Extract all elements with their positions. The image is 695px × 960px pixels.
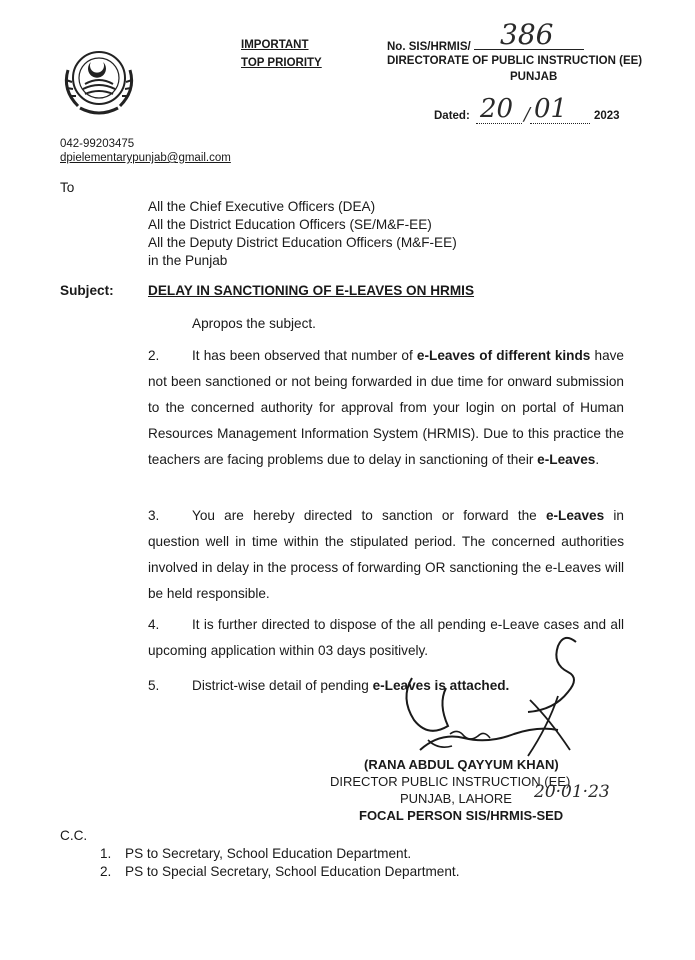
- handwritten-signature: [380, 630, 600, 760]
- cc-item: PS to Secretary, School Education Department.: [125, 846, 412, 861]
- letter-number-prefix: No. SIS/HRMIS/: [387, 41, 471, 53]
- para5-text: District-wise detail of pending: [192, 678, 373, 693]
- para2-bold: e-Leaves of different kinds: [416, 348, 591, 363]
- addressee-line: All the Chief Executive Officers (DEA): [148, 199, 376, 214]
- phone-number: 042-99203475: [60, 138, 135, 150]
- para2-text-mid: have not been sanctioned or not being forwarded in due time for onward submission to the concerned authority for approval from your login on portal of Human Resources Management Information System (HRMIS). Due to this practice the teachers are facing problems due to delay in sanctioning of their: [148, 348, 624, 467]
- handwritten-sign-date: 20·01·23: [534, 782, 610, 802]
- para5-bold: e-Leaves is attached.: [372, 678, 510, 693]
- signatory-title: DIRECTOR PUBLIC INSTRUCTION (EE): [330, 774, 571, 789]
- addressee-line: in the Punjab: [148, 253, 228, 268]
- email-address: dpielementarypunjab@gmail.com: [60, 152, 231, 164]
- paragraph-number: 5.: [148, 678, 160, 693]
- subject-text: DELAY IN SANCTIONING OF E-LEAVES ON HRMIS: [148, 283, 475, 298]
- date-month: 01: [534, 94, 568, 124]
- para3-bold: e-Leaves: [545, 508, 605, 523]
- subject-label: Subject:: [60, 283, 114, 298]
- date-month-line: [530, 123, 590, 124]
- para2-text-end: .: [595, 452, 600, 467]
- date-day: 20: [480, 94, 514, 124]
- province-label: PUNJAB: [510, 71, 558, 83]
- letter-number-handwritten: 386: [500, 18, 554, 51]
- para2-bold2: e-Leaves: [537, 452, 596, 467]
- para4-text: It is further directed to dispose of the all pending e-Leave cases and all upcoming application within 03 days positively.: [148, 617, 624, 658]
- priority-important: IMPORTANT: [241, 39, 309, 51]
- opening-line: Apropos the subject.: [192, 316, 316, 331]
- para3-text-end: in question well in time within the stipulated period. The concerned authorities involved in delay in the process of forwarding OR sanctioning the e-Leaves will be held responsible.: [148, 508, 624, 601]
- cc-label: C.C.: [60, 828, 88, 843]
- signatory-location: PUNJAB, LAHORE: [400, 791, 512, 806]
- date-day-line: [476, 123, 522, 124]
- cc-item-number: 1.: [100, 846, 112, 861]
- focal-person: FOCAL PERSON SIS/HRMIS-SED: [359, 808, 564, 823]
- paragraph-number: 2.: [148, 348, 160, 363]
- addressee-line: All the Deputy District Education Officers (M&F-EE): [148, 235, 457, 250]
- para2-text: It has been observed that number of: [192, 348, 417, 363]
- para3-text: You are hereby directed to sanction or forward the: [192, 508, 546, 523]
- directorate-title: DIRECTORATE OF PUBLIC INSTRUCTION (EE): [387, 55, 643, 67]
- dated-label: Dated:: [434, 110, 470, 122]
- paragraph-number: 4.: [148, 617, 160, 632]
- punjab-emblem-logo: [58, 40, 140, 120]
- priority-top: TOP PRIORITY: [241, 57, 322, 69]
- paragraph-3: [148, 503, 624, 607]
- cc-item-number: 2.: [100, 864, 112, 879]
- paragraph-number: 3.: [148, 508, 160, 523]
- paragraph-2: [148, 343, 624, 473]
- signatory-name: (RANA ABDUL QAYYUM KHAN): [364, 757, 559, 772]
- addressee-list: [148, 198, 457, 270]
- addressee-line: All the District Education Officers (SE/M&F-EE): [148, 217, 432, 232]
- to-label: To: [60, 180, 75, 195]
- date-year: 2023: [594, 110, 620, 122]
- cc-item: PS to Special Secretary, School Education Department.: [125, 864, 460, 879]
- date-separator: /: [524, 104, 531, 125]
